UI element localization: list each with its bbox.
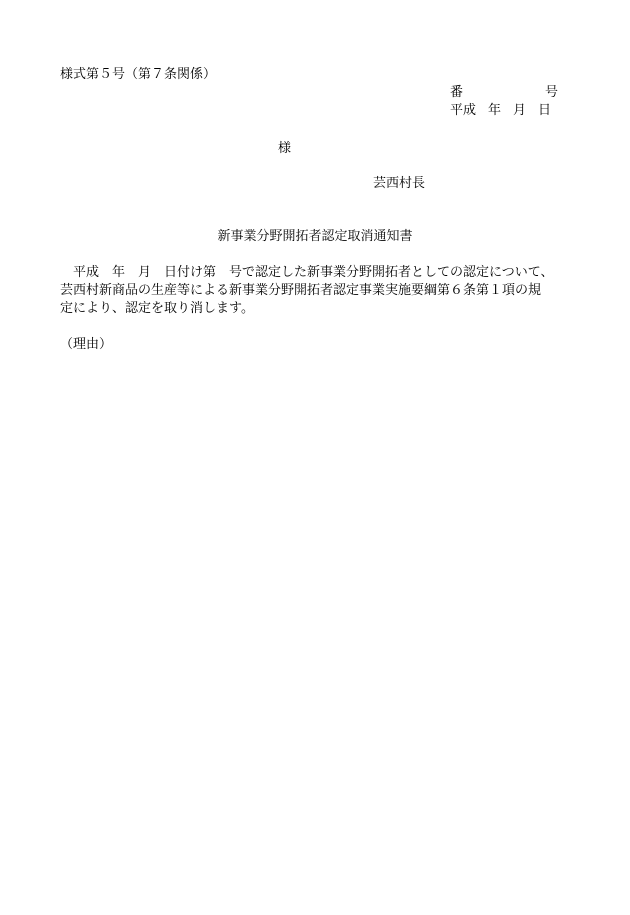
- date-day: 日: [538, 103, 552, 118]
- date-month: 月: [513, 103, 527, 118]
- document-date: [450, 102, 551, 120]
- document-number: [450, 84, 558, 102]
- body-paragraph: [60, 264, 580, 318]
- sender-name: 芸西村長: [373, 176, 426, 191]
- addressee: 様: [278, 141, 292, 156]
- date-era: 平成: [450, 103, 477, 118]
- body-line: 定により、認定を取り消します。: [60, 301, 254, 316]
- document-number-ban: 番: [450, 85, 464, 100]
- reason-label: （理由）: [60, 337, 113, 352]
- date-year: 年: [488, 103, 502, 118]
- document-number-go: 号: [544, 85, 558, 100]
- body-line: 平成 年 月 日付け第 号で認定した新事業分野開拓者としての認定について、: [60, 265, 554, 280]
- document-title: 新事業分野開拓者認定取消通知書: [217, 229, 413, 244]
- body-line: 芸西村新商品の生産等による新事業分野開拓者認定事業実施要綱第６条第１項の規: [60, 283, 542, 298]
- form-number: 様式第５号（第７条関係）: [60, 67, 217, 82]
